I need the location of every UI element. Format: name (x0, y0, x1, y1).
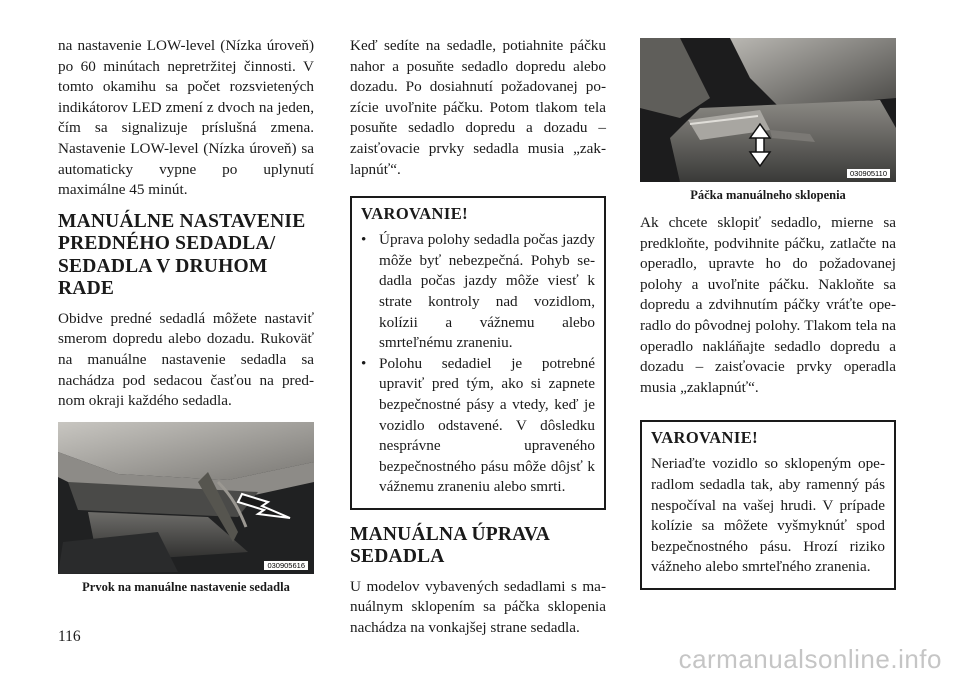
watermark: carmanualsonline.info (678, 644, 942, 674)
figure-caption: Páčka manuálneho sklopenia (690, 188, 846, 202)
page-number: 116 (58, 628, 81, 645)
section-heading-manual-recline: MANUÁLNA ÚPRAVA SEDADLA (350, 523, 549, 568)
figure-code: 030905616 (264, 561, 308, 570)
bullet-icon: • (361, 354, 367, 372)
warning-title: VAROVANIE! (651, 428, 758, 448)
warning-title: VAROVANIE! (361, 204, 468, 224)
warning-item (361, 354, 595, 498)
intro-paragraph: na nastavenie LOW-level (Nízka úroveň) po 60 minútach nepretržitej činnosti. V tomto okamihu sa počet rozsvietených indikátorov LED zmení z dvoch na jeden, čím sa signalizuje príslušná zmena. Nastavenie LOW-level (Nízka úroveň) sa automaticky vypne po uplynutí maximálne 45 minút. (58, 37, 314, 199)
figure-code: 030905110 (847, 169, 890, 178)
recline-lever-photo (640, 38, 896, 182)
column-3 (640, 38, 896, 604)
warning-list (361, 230, 595, 498)
bullet-icon: • (361, 231, 367, 249)
seat-adjuster-figure (58, 422, 314, 595)
recline-lever-paragraph: U modelov vybavených sedadlami s manuálnym sklopením sa páčka sklopenia nachádza na vonkajšej strane sedadla. (350, 577, 606, 637)
warning-text: Neriaďte vozidlo so sklopeným operadlom sedadla tak, aby ramenný pás nespočíval na vašej hrudi. V prípade kolízie sa môžete vyšmyknúť spod bezpečnostného pásu. Hrozí riziko vážneho alebo smrteľného zranenia. (651, 455, 885, 576)
seat-adjuster-photo (58, 422, 314, 574)
warning-box (640, 420, 896, 590)
column-1 (58, 36, 314, 605)
column-2 (350, 36, 606, 649)
seat-adjust-paragraph: Obidve predné sedadlá môžete nastaviť smerom dopredu alebo dozadu. Rukoväť na manuálne nastavenie sedadla sa nachádza pod sedacou časťou na prednom okraji každého sedadla. (58, 309, 314, 410)
warning-item-text: Úprava polohy sedadla počas jazdy môže byť nebezpečná. Pohyb sedadla počas jazdy môže viesť k strate kontroly nad vozidlom, kolízii a vážnemu alebo smrteľnému zraneniu. (379, 231, 595, 352)
warning-box (350, 196, 606, 510)
recline-instructions-paragraph: Ak chcete sklopiť sedadlo, mierne sa predkloňte, podvihnite páčku, zatlačte na operadlo, upravte ho do požadovanej polohy a uvoľnite páčku. Nakloňte sa dopredu a zdvihnutím páčky vráťte operadlo do pôvodnej polohy. Tlakom tela na operadlo nakláňajte sedadlo dopredu a dozadu – zaisťovacie prvky operadla musia „zaklapnúť“. (640, 214, 896, 396)
seat-move-paragraph: Keď sedíte na sedadle, potiahnite páčku nahor a posuňte sedadlo dopredu alebo dozadu. Po dosiahnutí požadovanej pozície uvoľnite páčku. Potom tlakom tela posuňte sedadlo dopredu a dozadu – zaisťovacie prvky sedadla musia „zaklapnúť“. (350, 37, 606, 178)
warning-item-text: Polohu sedadiel je potrebné upraviť pred tým, ako si zapnete bezpečnostné pásy a vtedy, keď je vozidlo odstavené. V dôsledku nesprávne upraveného bezpečnostného pásu môže dôjsť k vážnemu zraneniu alebo smrti. (379, 354, 595, 496)
recline-lever-figure (640, 38, 896, 203)
section-heading-manual-seat: MANUÁLNE NASTAVENIE PREDNÉHO SEDADLA/ SEDADLA V DRUHOM RADE (58, 210, 306, 300)
warning-item (361, 230, 595, 354)
figure-caption: Prvok na manuálne nastavenie sedadla (82, 579, 290, 594)
